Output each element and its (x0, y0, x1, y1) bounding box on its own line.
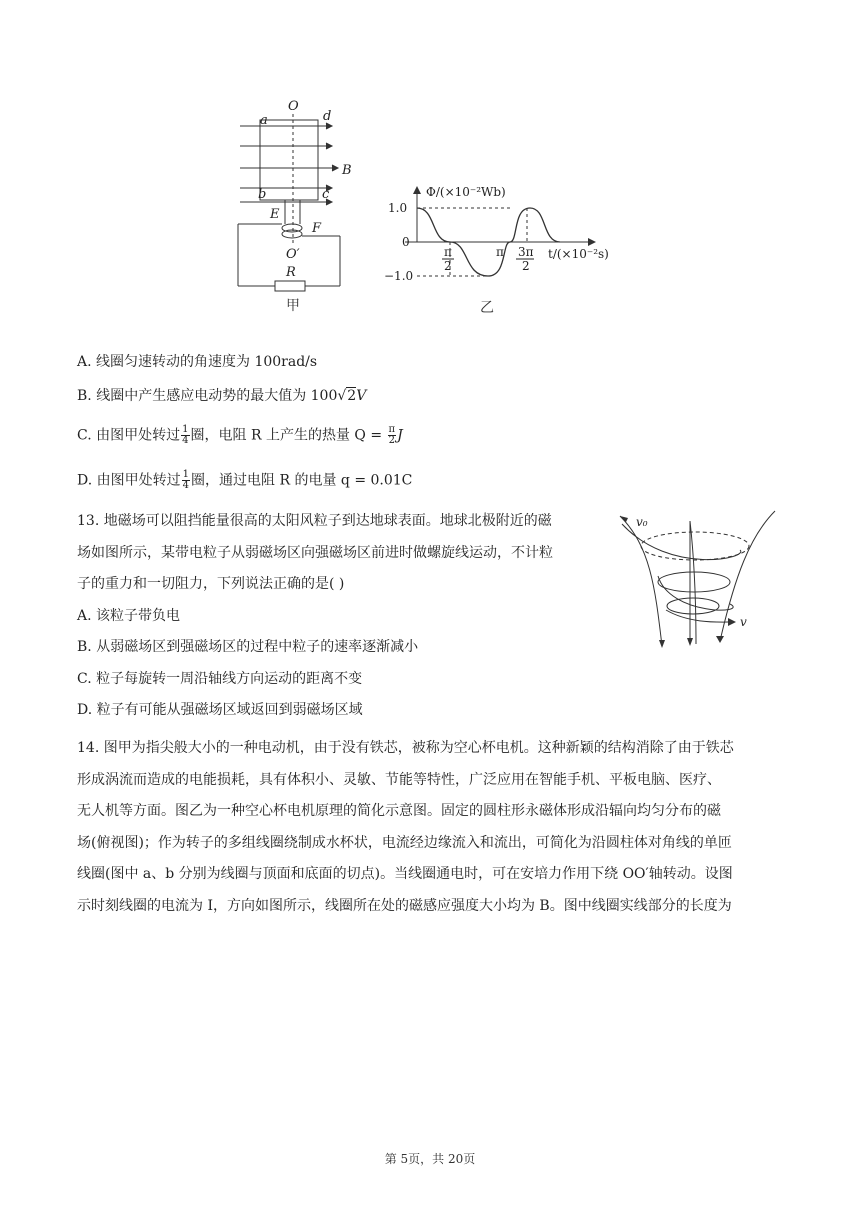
jia-label-F: F (312, 221, 322, 236)
jia-label-b: b (258, 187, 267, 202)
jia-label-a: a (260, 113, 268, 128)
q13-option-b: B. 从弱磁场区到强磁场区的过程中粒子的速率逐渐减小 (77, 639, 419, 655)
yi-y-tick-neg1: −1.0 (384, 269, 414, 283)
q14-line-2: 形成涡流而造成的电能损耗，具有体积小、灵敏、节能等特性，广泛应用在智能手机、平板电脑、医疗、 (77, 771, 721, 788)
yi-x-tick-pi: π (496, 245, 504, 259)
q13-stem (77, 506, 597, 727)
yi-x-tick-3pi2-num: 3π (518, 245, 534, 259)
yi-y-axis-label: Φ/(×10⁻²Wb) (426, 185, 506, 199)
page-footer: 第 5页，共 20页 (384, 1152, 476, 1166)
q13-line-1: 13. 地磁场可以阻挡能量很高的太阳风粒子到达地球表面。地球北极附近的磁 (77, 513, 552, 529)
q12-figure-svg (230, 96, 630, 326)
q12-figures (230, 96, 630, 326)
figure-yi (405, 186, 596, 276)
jia-label-c: c (322, 187, 330, 202)
q13-figure (600, 506, 785, 652)
q14-line-6: 示时刻线圈的电流为 I，方向如图所示，线圈所在处的磁感应强度大小均为 B。图中线圈实线部分的长度为 (77, 897, 732, 914)
yi-y-tick-1: 1.0 (388, 201, 408, 215)
q13-option-d: D. 粒子有可能从强磁场区域返回到弱磁场区域 (77, 702, 363, 718)
yi-y-tick-0: 0 (402, 235, 410, 249)
q13-option-c: C. 粒子每旋转一周沿轴线方向运动的距离不变 (77, 670, 363, 687)
q12-option-c: C. 由图甲处转过 $\frac{1}{4}$ 圈，电阻 R 上产生的热量 Q = $\frac{\pi}{2}$ J (77, 424, 403, 446)
yi-x-tick-pi2-num: π (444, 245, 452, 259)
q12-option-b: B. 线圈中产生感应电动势的最大值为 100√2V (77, 388, 367, 404)
q13-label-v: v (740, 615, 747, 629)
q13-line-2: 场如图所示，某带电粒子从弱磁场区向强磁场区前进时做螺旋线运动，不计粒 (77, 544, 553, 561)
jia-caption: 甲 (286, 298, 300, 314)
yi-x-tick-3pi2-den: 2 (522, 259, 530, 273)
yi-x-axis-label: t/(×10⁻²s) (548, 247, 609, 261)
jia-label-B: B (342, 163, 352, 178)
jia-label-O: O (288, 99, 299, 114)
q14-line-1: 14. 图甲为指尖般大小的一种电动机，由于没有铁芯，被称为空心杯电机。这种新颖的结构消除了由于铁芯 (77, 740, 734, 756)
q14-line-5: 线圈(图中 a、b 分别为线圈与顶面和底面的切点)。当线圈通电时，可在安培力作用下绕 OO′轴转动。设图 (77, 866, 733, 882)
jia-label-R: R (286, 265, 296, 280)
yi-caption: 乙 (480, 300, 494, 316)
q13-label-v0: v₀ (636, 515, 648, 529)
q12-option-d: D. 由图甲处转过 $\frac{1}{4}$ 圈，通过电阻 R 的电量 q = 0.01C (77, 469, 413, 491)
q13-option-a: A. 该粒子带负电 (77, 607, 181, 624)
q13-line-3: 子的重力和一切阻力，下列说法正确的是( ) (77, 576, 345, 592)
yi-x-tick-pi2-den: 2 (444, 259, 452, 273)
jia-label-E: E (270, 207, 280, 222)
jia-label-d: d (323, 109, 332, 124)
q14-line-3: 无人机等方面。图乙为一种空心杯电机原理的简化示意图。固定的圆柱形永磁体形成沿辐向均匀分布的磁 (77, 803, 721, 819)
jia-label-O-prime: O′ (286, 247, 300, 262)
q14-line-4: 场(俯视图)；作为转子的多组线圈绕制成水杯状，电流经边缘流入和流出，可简化为沿圆柱体对角线的单匝 (77, 834, 732, 851)
q12-option-a: A. 线圈匀速转动的角速度为 100rad/s (77, 354, 318, 370)
q14-stem (77, 733, 787, 922)
